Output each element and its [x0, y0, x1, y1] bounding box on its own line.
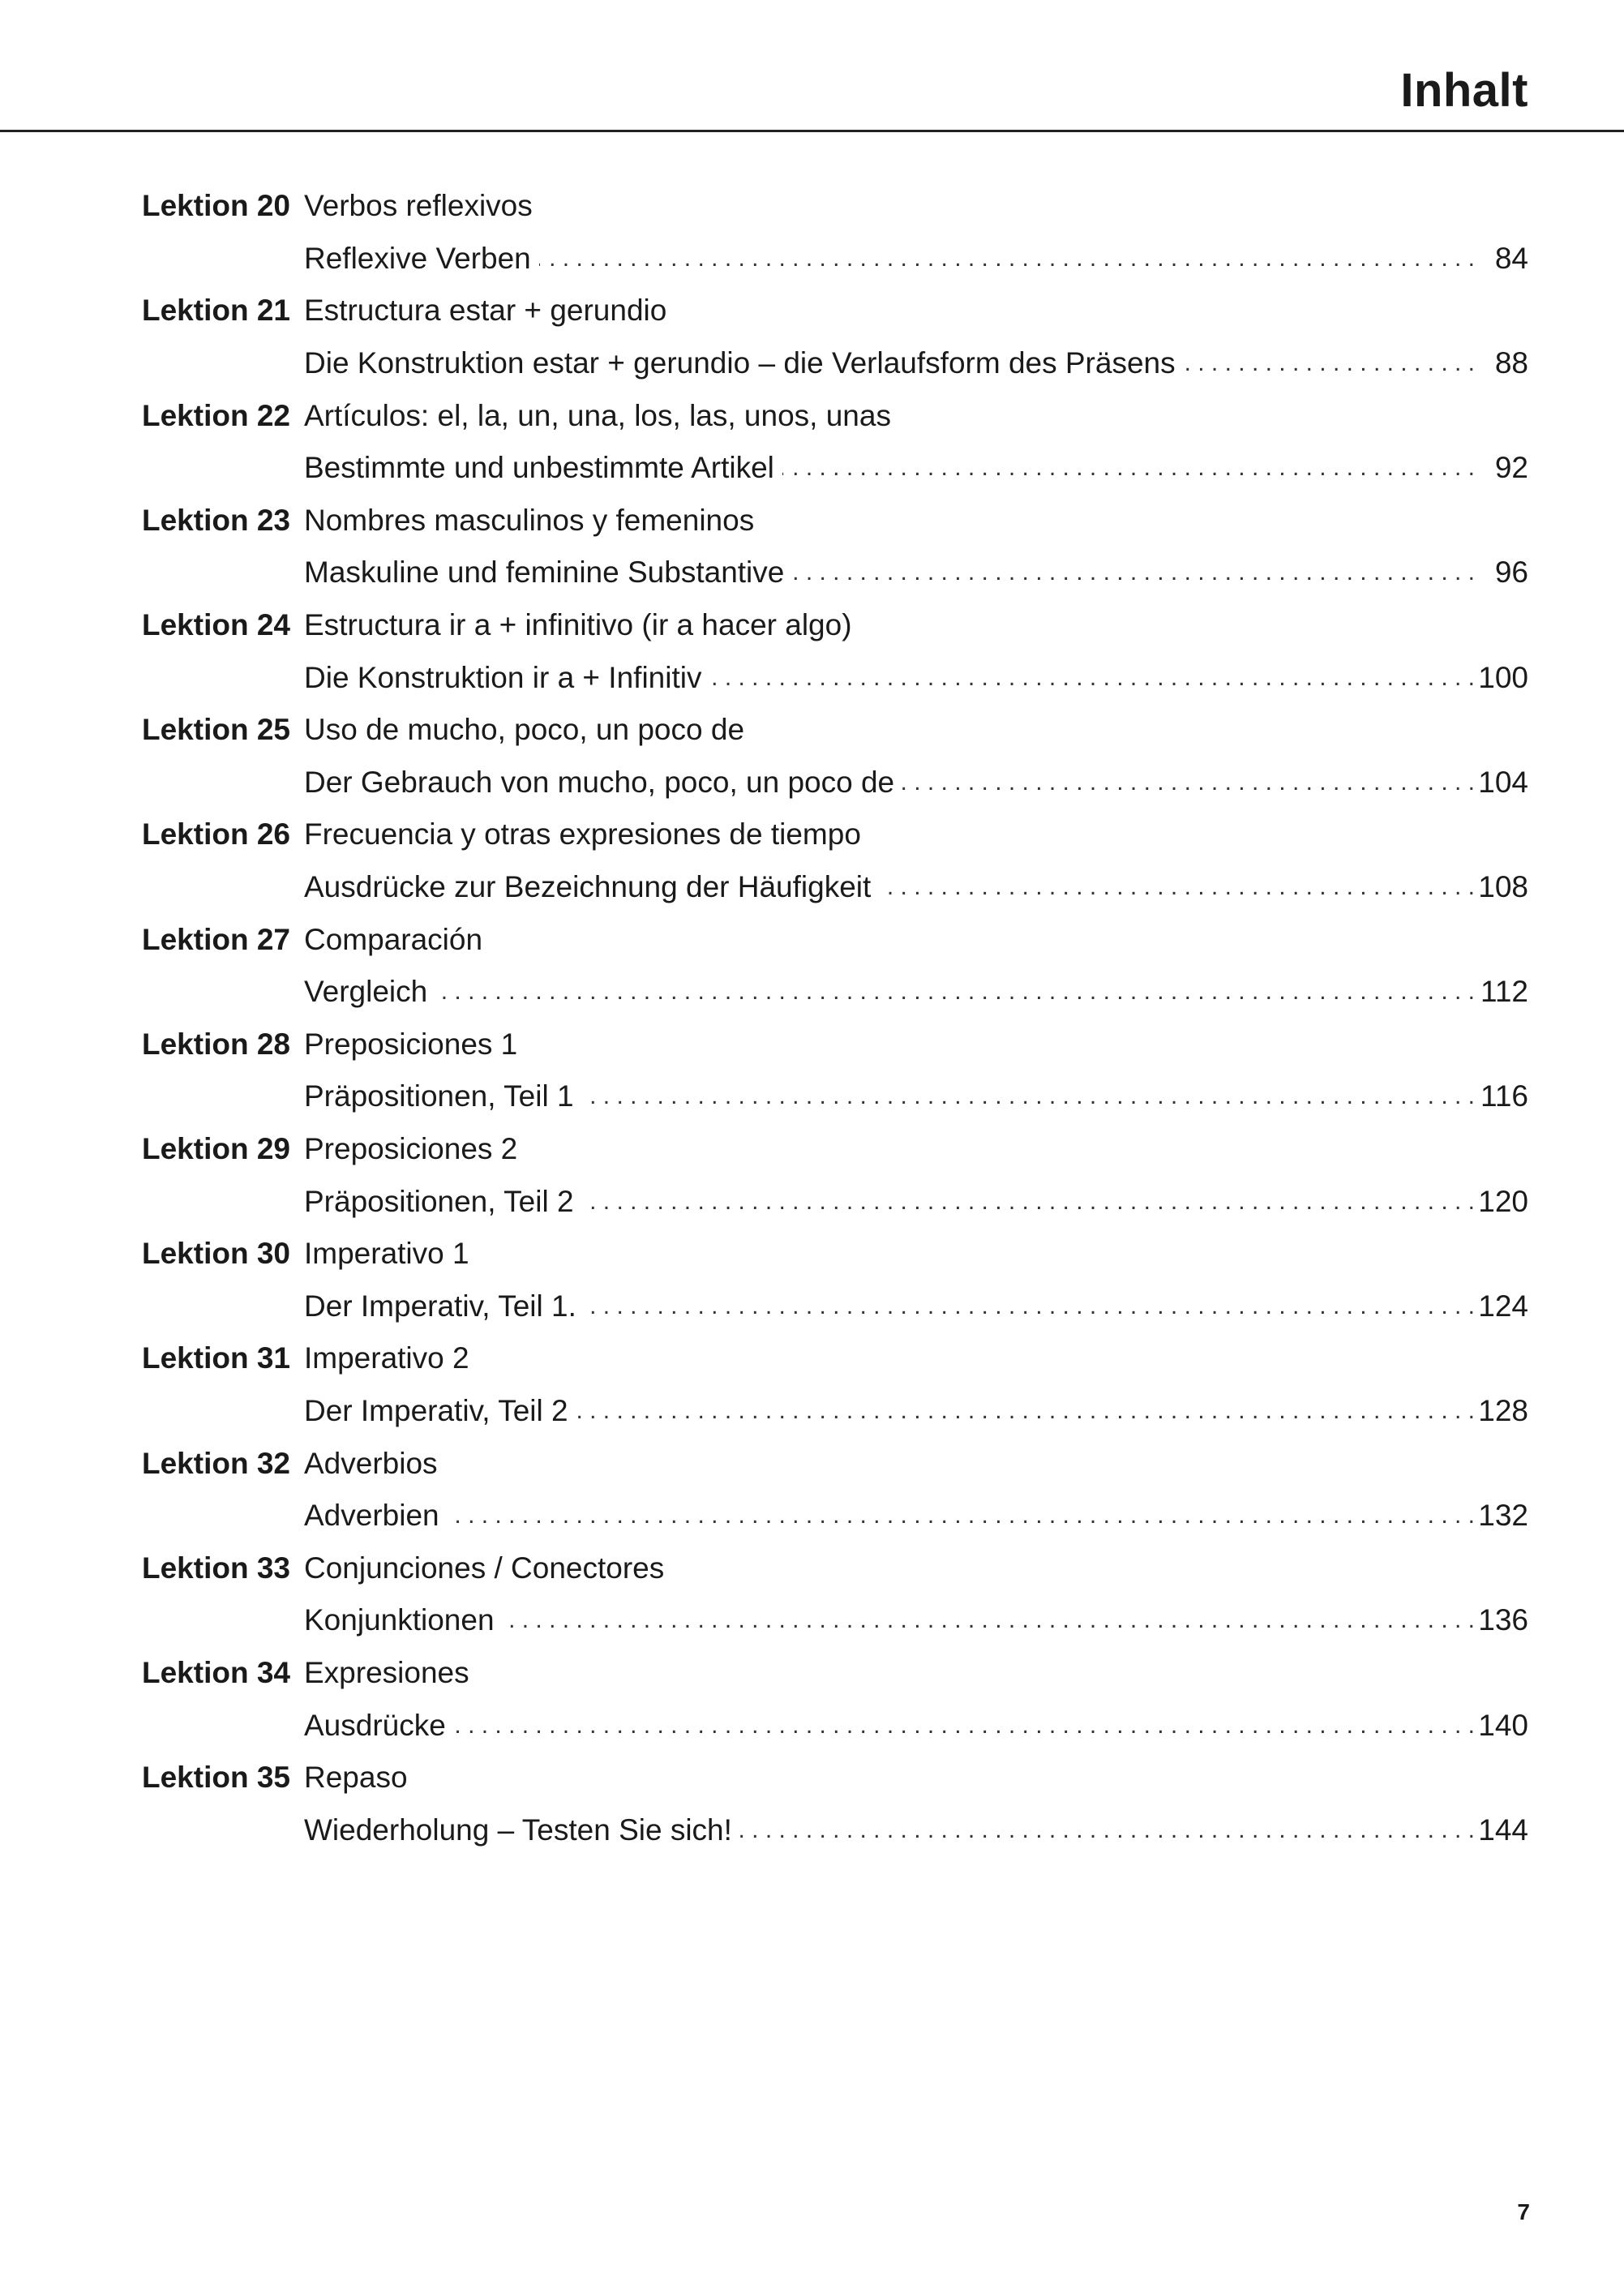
lesson-label: Lektion 27: [142, 922, 290, 956]
page-reference: 104: [1478, 765, 1528, 799]
toc-entry: [142, 1123, 1528, 1228]
toc-entry: [142, 809, 1528, 913]
lesson-title-spanish: Uso de mucho, poco, un poco de: [304, 713, 745, 747]
page-reference: 144: [1478, 1812, 1528, 1847]
lesson-label: Lektion 23: [142, 503, 290, 537]
lesson-title-spanish: Preposiciones 2: [304, 1131, 518, 1165]
lesson-label: Lektion 34: [142, 1655, 290, 1689]
lesson-title-spanish: Imperativo 2: [304, 1341, 469, 1375]
lesson-title-spanish: Imperativo 1: [304, 1237, 469, 1271]
lesson-label: Lektion 20: [142, 189, 290, 223]
dot-leader: [448, 1502, 1475, 1529]
lesson-title-german: Ausdrücke zur Bezeichnung der Häufigkeit: [304, 870, 872, 904]
lesson-label: Lektion 35: [142, 1761, 290, 1795]
dot-leader: [582, 1188, 1475, 1216]
dot-leader: [792, 559, 1475, 586]
lesson-title-german: Adverbien: [304, 1499, 439, 1533]
lesson-title-german: Vergleich: [304, 975, 428, 1009]
lesson-label: Lektion 25: [142, 713, 290, 747]
toc-entry: [142, 495, 1528, 599]
toc-entry: [142, 704, 1528, 809]
lesson-title-german: Bestimmte und unbestimmte Artikel: [304, 451, 774, 485]
page-reference: 120: [1478, 1184, 1528, 1218]
lesson-title-spanish: Frecuencia y otras expresiones de tiempo: [304, 817, 861, 852]
lesson-title-spanish: Repaso: [304, 1761, 408, 1795]
lesson-title-spanish: Estructura ir a + infinitivo (ir a hacer algo): [304, 608, 852, 642]
table-of-contents: [142, 180, 1528, 1856]
lesson-title-spanish: Preposiciones 1: [304, 1027, 518, 1061]
dot-leader: [879, 873, 1475, 901]
page-reference: 92: [1494, 451, 1528, 485]
lesson-label: Lektion 29: [142, 1131, 290, 1165]
dot-leader: [454, 1712, 1475, 1739]
toc-entry: [142, 1752, 1528, 1856]
toc-entry: [142, 1437, 1528, 1542]
dot-leader: [709, 664, 1475, 692]
lesson-label: Lektion 26: [142, 817, 290, 852]
lesson-label: Lektion 28: [142, 1027, 290, 1061]
page-reference: 100: [1478, 660, 1528, 694]
lesson-title-german: Wiederholung – Testen Sie sich!: [304, 1812, 732, 1847]
lesson-title-german: Der Gebrauch von mucho, poco, un poco de: [304, 765, 895, 799]
lesson-label: Lektion 31: [142, 1341, 290, 1375]
toc-entry: [142, 599, 1528, 704]
page-title: Inhalt: [1400, 64, 1528, 117]
page-reference: 136: [1478, 1603, 1528, 1637]
dot-leader: [539, 245, 1475, 272]
dot-leader: [782, 454, 1475, 482]
lesson-title-german: Konjunktionen: [304, 1603, 495, 1637]
page-reference: 112: [1480, 975, 1528, 1009]
lesson-label: Lektion 22: [142, 398, 290, 432]
lesson-title-german: Präpositionen, Teil 1: [304, 1079, 574, 1113]
page-reference: 108: [1478, 870, 1528, 904]
footer-page-number: 7: [1517, 2199, 1530, 2224]
lesson-label: Lektion 32: [142, 1446, 290, 1480]
lesson-title-spanish: Comparación: [304, 922, 483, 956]
dot-leader: [576, 1397, 1475, 1425]
page-reference: 96: [1494, 556, 1528, 590]
lesson-title-spanish: Estructura estar + gerundio: [304, 294, 667, 328]
toc-entry: [142, 913, 1528, 1018]
toc-entry: [142, 180, 1528, 285]
lesson-title-german: Der Imperativ, Teil 1.: [304, 1289, 576, 1323]
page-reference: 116: [1480, 1079, 1528, 1113]
toc-entry: [142, 285, 1528, 389]
lesson-title-german: Die Konstruktion ir a + Infinitiv: [304, 660, 702, 694]
lesson-title-spanish: Conjunciones / Conectores: [304, 1551, 665, 1585]
lesson-label: Lektion 30: [142, 1237, 290, 1271]
dot-leader: [740, 1817, 1475, 1844]
toc-entry: [142, 1019, 1528, 1123]
lesson-title-german: Maskuline und feminine Substantive: [304, 556, 785, 590]
lesson-title-spanish: Expresiones: [304, 1655, 469, 1689]
toc-entry: [142, 389, 1528, 494]
page-reference: 128: [1478, 1393, 1528, 1427]
dot-leader: [435, 978, 1475, 1006]
toc-entry: [142, 1647, 1528, 1752]
lesson-label: Lektion 33: [142, 1551, 290, 1585]
lesson-title-german: Der Imperativ, Teil 2: [304, 1393, 568, 1427]
toc-entry: [142, 1228, 1528, 1332]
page-reference: 84: [1494, 241, 1528, 275]
toc-entry: [142, 1542, 1528, 1646]
lesson-title-spanish: Verbos reflexivos: [304, 189, 533, 223]
lesson-title-spanish: Nombres masculinos y femeninos: [304, 503, 755, 537]
lesson-label: Lektion 24: [142, 608, 290, 642]
dot-leader: [582, 1083, 1475, 1110]
dot-leader: [503, 1606, 1475, 1634]
page-reference: 140: [1478, 1708, 1528, 1742]
dot-leader: [902, 769, 1475, 796]
page-reference: 132: [1478, 1499, 1528, 1533]
header-divider: [0, 130, 1624, 132]
dot-leader: [585, 1293, 1475, 1320]
page-reference: 124: [1478, 1289, 1528, 1323]
lesson-title-spanish: Adverbios: [304, 1446, 438, 1480]
dot-leader: [1184, 350, 1475, 377]
lesson-title-german: Die Konstruktion estar + gerundio – die Verlaufsform des Präsens: [304, 346, 1176, 380]
lesson-label: Lektion 21: [142, 294, 290, 328]
toc-entry: [142, 1332, 1528, 1437]
lesson-title-german: Reflexive Verben: [304, 241, 531, 275]
page-reference: 88: [1494, 346, 1528, 380]
lesson-title-spanish: Artículos: el, la, un, una, los, las, unos, unas: [304, 398, 891, 432]
lesson-title-german: Ausdrücke: [304, 1708, 446, 1742]
lesson-title-german: Präpositionen, Teil 2: [304, 1184, 574, 1218]
